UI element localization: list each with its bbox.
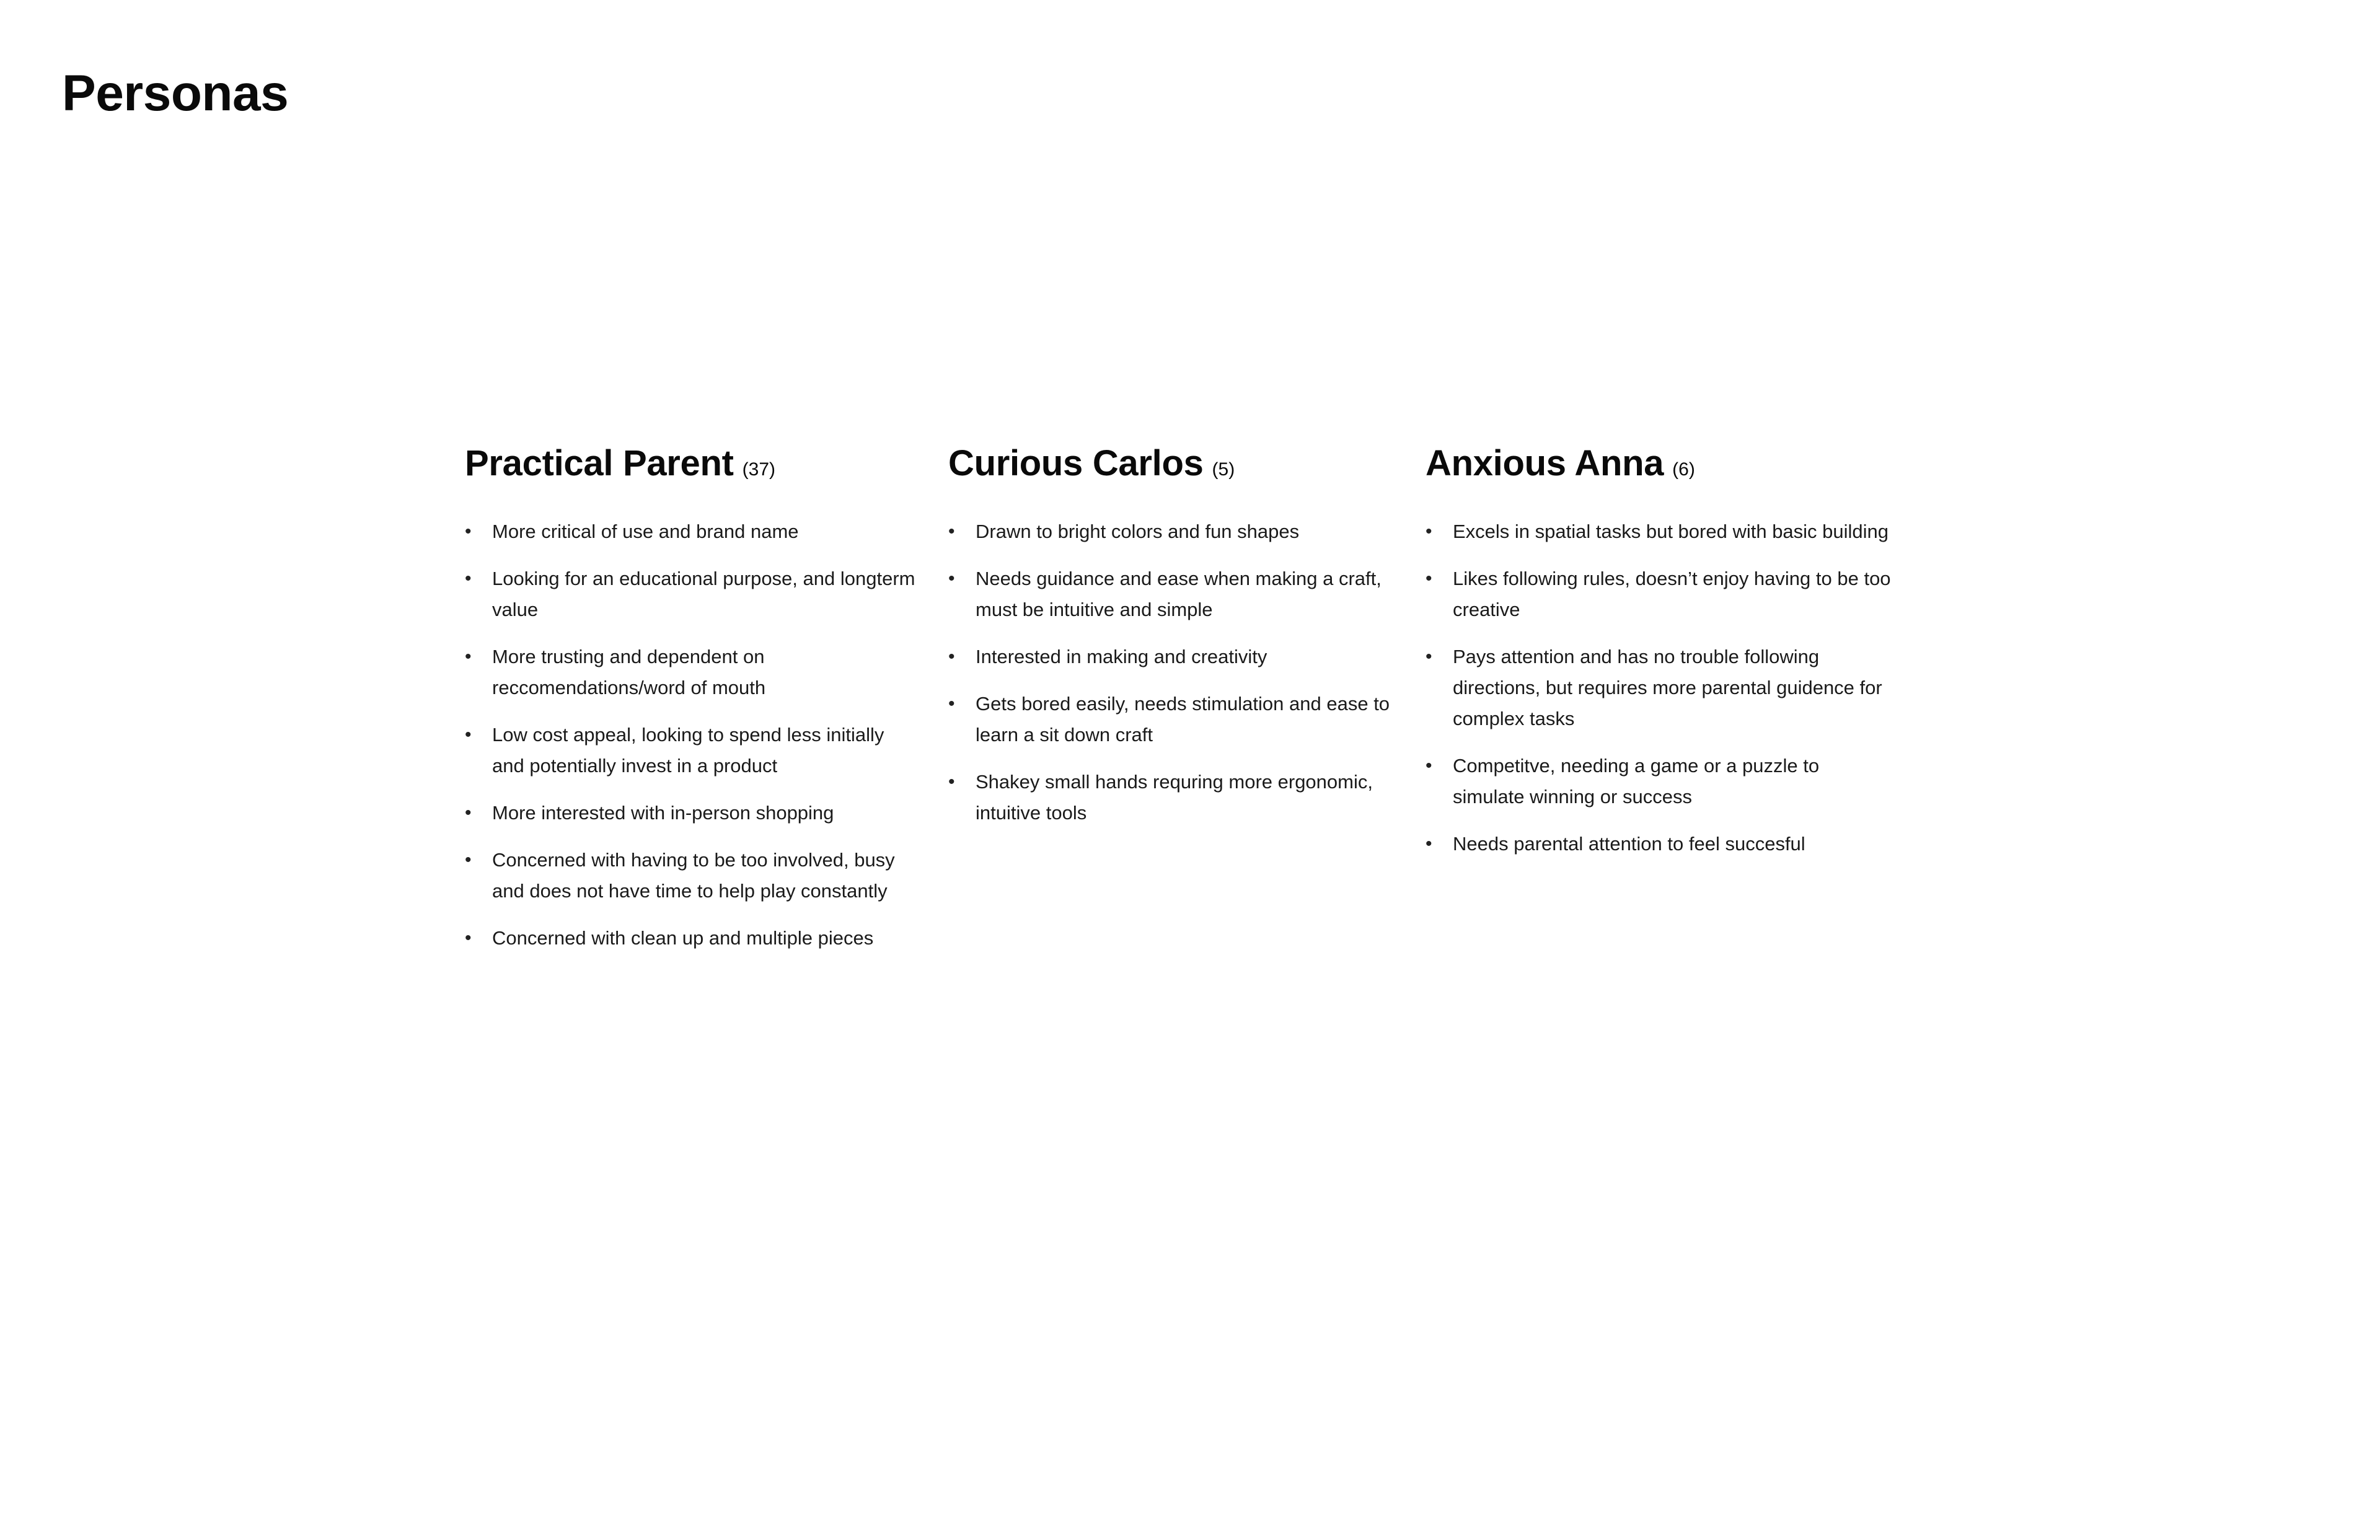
list-item bbox=[948, 516, 1401, 547]
persona-name: Practical Parent bbox=[465, 443, 734, 483]
bullet-icon: • bbox=[465, 849, 472, 870]
list-item bbox=[1426, 829, 1915, 860]
list-item bbox=[465, 798, 923, 829]
bullet-icon: • bbox=[948, 646, 955, 667]
list-item-text: Shakey small hands requring more ergonomic, intuitive tools bbox=[976, 770, 1373, 824]
list-item-text: Concerned with having to be too involved, busy and does not have time to help play constantly bbox=[492, 848, 895, 902]
list-item bbox=[1426, 516, 1915, 547]
bullet-icon: • bbox=[948, 568, 955, 589]
bullet-icon: • bbox=[465, 568, 472, 589]
bullet-icon: • bbox=[465, 927, 472, 948]
list-item bbox=[465, 563, 923, 625]
bullet-icon: • bbox=[1426, 646, 1432, 667]
list-item bbox=[948, 767, 1401, 829]
list-item-text: Likes following rules, doesn’t enjoy having to be too creative bbox=[1453, 567, 1891, 620]
list-item-text: Interested in making and creativity bbox=[976, 645, 1267, 667]
bullet-icon: • bbox=[1426, 755, 1432, 776]
list-item-text: More critical of use and brand name bbox=[492, 520, 799, 542]
list-item bbox=[1426, 750, 1915, 812]
persona-count: (6) bbox=[1672, 459, 1695, 480]
list-item-text: Competitve, needing a game or a puzzle to simulate winning or success bbox=[1453, 754, 1820, 807]
list-item bbox=[1426, 641, 1915, 734]
bullet-icon: • bbox=[465, 802, 472, 823]
list-item-text: Looking for an educational purpose, and longterm value bbox=[492, 567, 915, 620]
list-item bbox=[465, 719, 923, 781]
list-item bbox=[465, 845, 923, 907]
bullet-icon: • bbox=[948, 521, 955, 542]
list-item bbox=[465, 516, 923, 547]
list-item-text: Concerned with clean up and multiple pieces bbox=[492, 926, 874, 949]
bullet-icon: • bbox=[465, 724, 472, 745]
persona-column-anxious-anna bbox=[1426, 445, 1915, 876]
list-item-text: Pays attention and has no trouble following directions, but requires more parental guidence for complex tasks bbox=[1453, 645, 1882, 729]
list-item bbox=[1426, 563, 1915, 625]
bullet-icon: • bbox=[948, 771, 955, 792]
bullet-icon: • bbox=[465, 646, 472, 667]
list-item bbox=[948, 641, 1401, 672]
bullet-icon: • bbox=[948, 693, 955, 714]
bullet-icon: • bbox=[465, 521, 472, 542]
persona-heading bbox=[948, 445, 1401, 483]
list-item-text: Drawn to bright colors and fun shapes bbox=[976, 520, 1300, 542]
list-item-text: Gets bored easily, needs stimulation and ease to learn a sit down craft bbox=[976, 692, 1390, 746]
list-item-text: Low cost appeal, looking to spend less initially and potentially invest in a product bbox=[492, 723, 884, 777]
persona-count: (37) bbox=[742, 459, 776, 480]
page-title: Personas bbox=[62, 65, 289, 121]
persona-name: Curious Carlos bbox=[948, 443, 1204, 483]
persona-heading bbox=[465, 445, 923, 483]
list-item bbox=[948, 563, 1401, 625]
bullet-icon: • bbox=[1426, 568, 1432, 589]
persona-column-practical-parent bbox=[465, 445, 948, 970]
list-item-text: More trusting and dependent on reccomendations/word of mouth bbox=[492, 645, 766, 698]
personas-columns bbox=[465, 445, 1952, 970]
bullet-icon: • bbox=[1426, 521, 1432, 542]
persona-column-curious-carlos bbox=[948, 445, 1426, 845]
list-item-text: Needs parental attention to feel succesful bbox=[1453, 832, 1805, 855]
list-item-text: Excels in spatial tasks but bored with basic building bbox=[1453, 520, 1889, 542]
persona-heading bbox=[1426, 445, 1915, 483]
list-item bbox=[948, 689, 1401, 750]
list-item bbox=[465, 641, 923, 703]
list-item bbox=[465, 923, 923, 954]
persona-bullet-list bbox=[465, 516, 923, 954]
list-item-text: More interested with in-person shopping bbox=[492, 801, 834, 824]
list-item-text: Needs guidance and ease when making a craft, must be intuitive and simple bbox=[976, 567, 1382, 620]
bullet-icon: • bbox=[1426, 833, 1432, 854]
persona-bullet-list bbox=[1426, 516, 1915, 860]
persona-bullet-list bbox=[948, 516, 1401, 829]
persona-name: Anxious Anna bbox=[1426, 443, 1664, 483]
persona-count: (5) bbox=[1212, 459, 1235, 480]
